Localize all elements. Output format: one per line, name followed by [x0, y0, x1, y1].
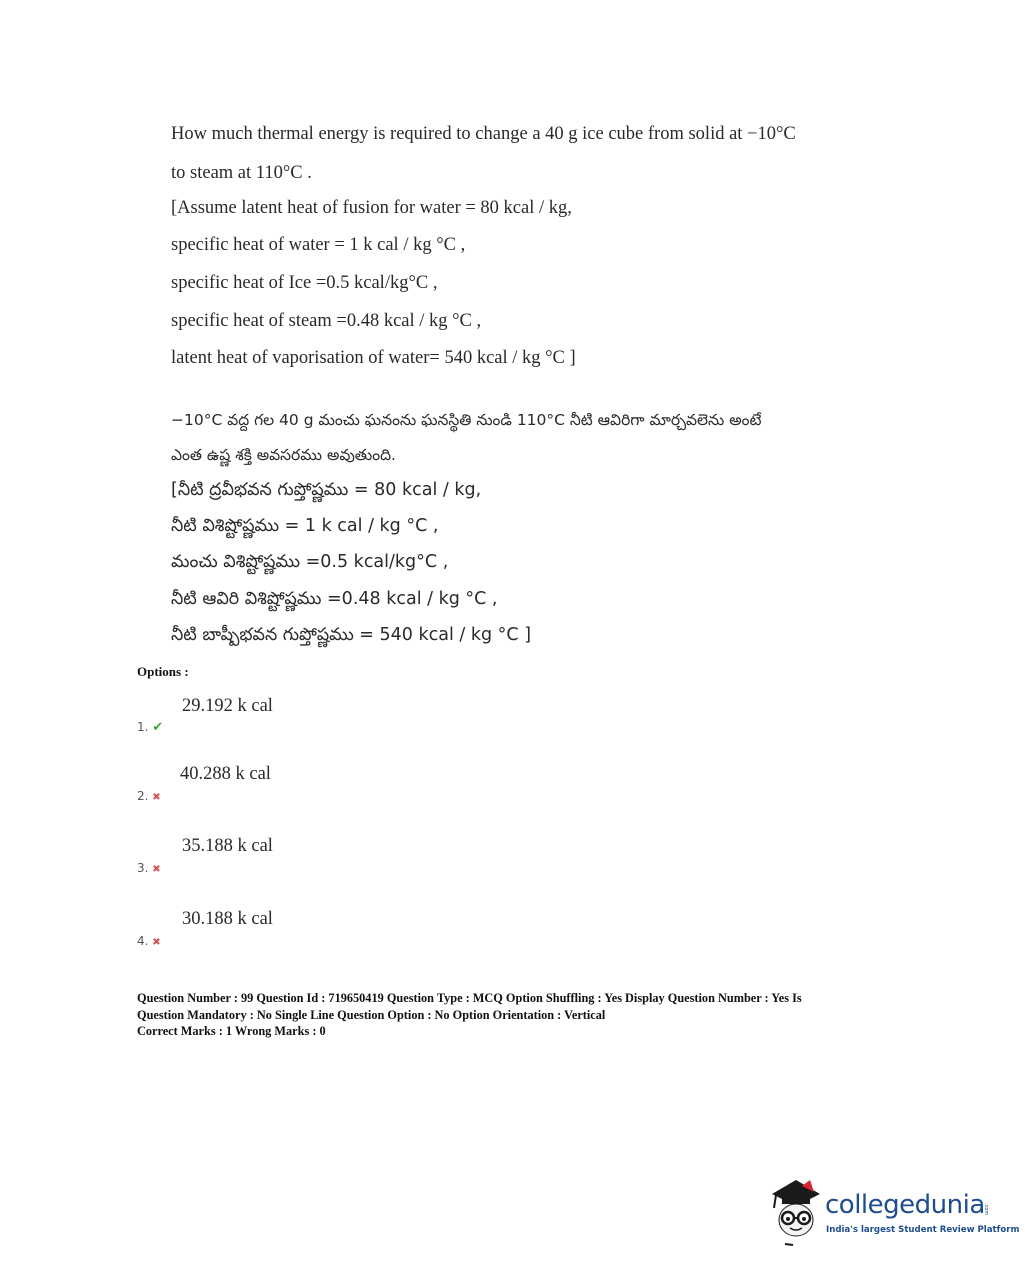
- question-line-3: [Assume latent heat of fusion for water = 80 kcal / kg,: [171, 198, 572, 218]
- question-line-5: specific heat of Ice =0.5 kcal/kg°C ,: [171, 273, 438, 293]
- question-line-1: How much thermal energy is required to change a 40 g ice cube from solid at −10°C: [171, 124, 796, 144]
- question-line-4: specific heat of water = 1 k cal / kg °C ,: [171, 235, 466, 255]
- logo-tagline: India's largest Student Review Platform: [826, 1225, 1020, 1235]
- question-meta: [137, 990, 877, 1040]
- check-icon: ✔: [152, 720, 164, 735]
- option-3-value: 35.188 k cal: [182, 836, 273, 856]
- telugu-line-3: [నీటి ద్రవీభవన గుప్తోష్ణము = 80 kcal / kg,: [171, 480, 482, 500]
- meta-line-2: Question Mandatory : No Single Line Question Option : No Option Orientation : Vertical: [137, 1007, 606, 1022]
- meta-line-1: Question Number : 99 Question Id : 719650419 Question Type : MCQ Option Shuffling : Yes Display Question Number : Yes Is: [137, 991, 802, 1005]
- logo-dotcom: .com: [983, 1203, 989, 1216]
- options-label: Options :: [137, 664, 189, 679]
- option-2-number: 2.: [137, 789, 149, 803]
- question-line-2: to steam at 110°C .: [171, 163, 312, 183]
- cross-icon: ✖: [152, 792, 161, 803]
- telugu-line-5: మంచు విశిష్టోష్ణము =0.5 kcal/kg°C ,: [171, 552, 449, 572]
- cross-icon: ✖: [152, 937, 161, 948]
- telugu-line-7: నీటి బాష్పీభవన గుప్తోష్ణము = 540 kcal / kg °C ]: [171, 625, 532, 645]
- telugu-line-1: −10°C వద్ద గల 40 g మంచు ఘనంను ఘనస్థితి నుండి 110°C నీటి ఆవిరిగా మార్చవలెను అంటే: [171, 411, 762, 429]
- collegedunia-logo[interactable]: [766, 1176, 1020, 1251]
- meta-line-3: Correct Marks : 1 Wrong Marks : 0: [137, 1024, 326, 1038]
- mascot-icon: [766, 1176, 824, 1248]
- telugu-line-2: ఎంత ఉష్ణ శక్తి అవసరము అవుతుంది.: [171, 446, 396, 464]
- telugu-line-6: నీటి ఆవిరి విశిష్టోష్ణము =0.48 kcal / kg °C ,: [171, 589, 498, 609]
- option-2-value: 40.288 k cal: [180, 764, 271, 784]
- logo-wordmark: collegedunia: [825, 1190, 985, 1220]
- option-4-value: 30.188 k cal: [182, 909, 273, 929]
- option-3-number: 3.: [137, 861, 149, 875]
- cross-icon: ✖: [152, 864, 161, 875]
- telugu-line-4: నీటి విశిష్టోష్ణము = 1 k cal / kg °C ,: [171, 516, 439, 536]
- question-line-6: specific heat of steam =0.48 kcal / kg °C ,: [171, 311, 482, 331]
- question-line-7: latent heat of vaporisation of water= 540 kcal / kg °C ]: [171, 348, 576, 368]
- option-1-value: 29.192 k cal: [182, 696, 273, 716]
- option-4-number: 4.: [137, 934, 149, 948]
- option-1-number: 1.: [137, 720, 149, 734]
